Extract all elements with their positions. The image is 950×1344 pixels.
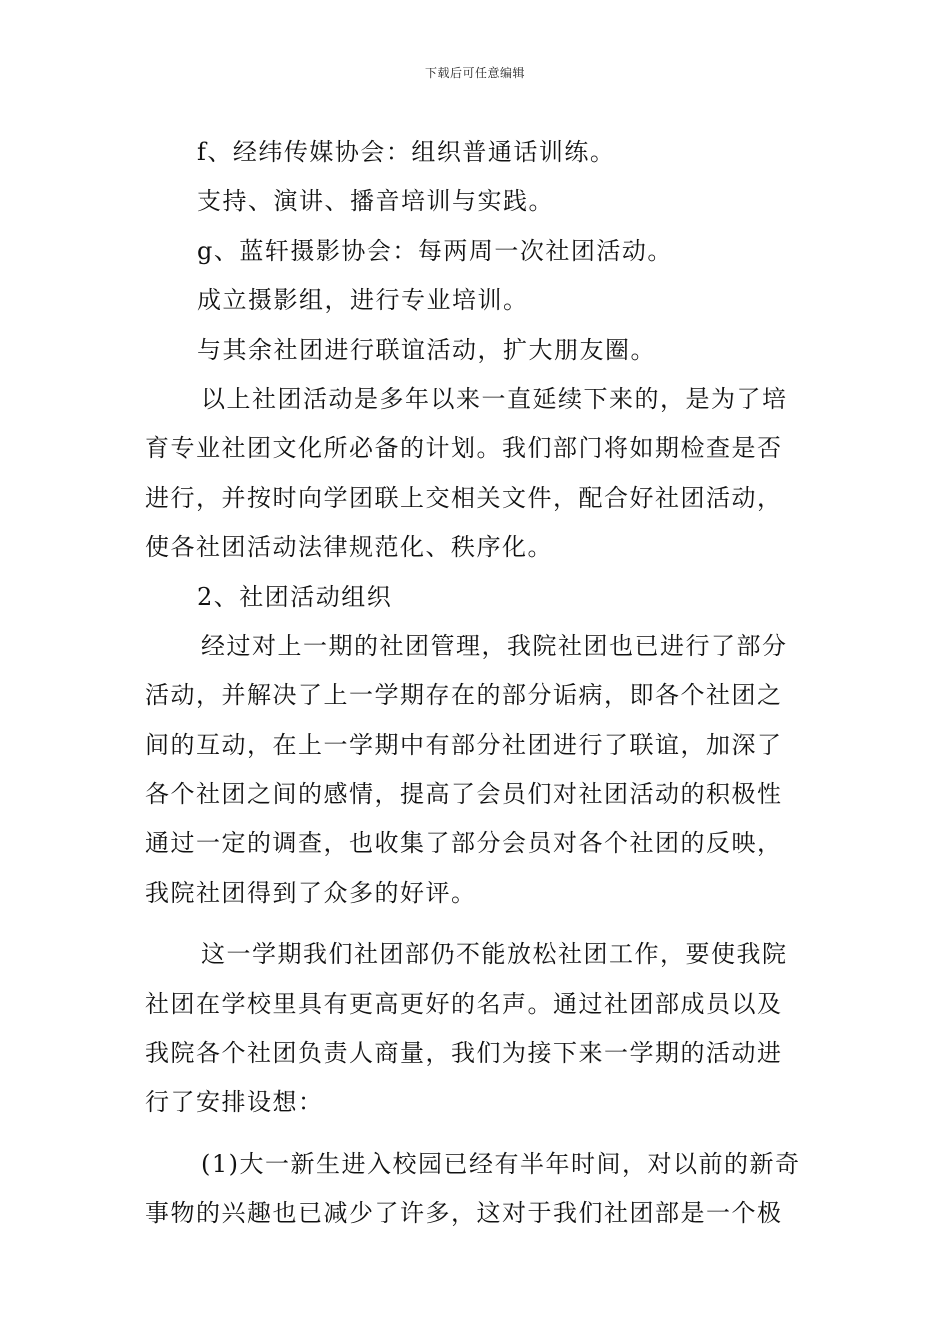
paragraph-line: 各个社团之间的感情，提高了会员们对社团活动的积极性 xyxy=(145,780,783,809)
page-header: 下载后可任意编辑 xyxy=(424,66,525,80)
text-line: f、经纬传媒协会：组织普通话训练。 xyxy=(197,138,616,166)
paragraph-line: 活动，并解决了上一学期存在的部分诟病，即各个社团之 xyxy=(145,681,783,710)
paragraph-gap xyxy=(145,1128,809,1140)
text-line: 与其余社团进行联谊活动，扩大朋友圈。 xyxy=(197,335,656,364)
document-body xyxy=(145,128,809,1239)
paragraph-gap xyxy=(145,918,809,930)
paragraph-line: 经过对上一期的社团管理，我院社团也已进行了部分 xyxy=(201,631,788,660)
paragraph-line: 以上社团活动是多年以来一直延续下来的，是为了培 xyxy=(201,384,788,413)
paragraph-line: 进行，并按时向学团联上交相关文件，配合好社团活动， xyxy=(145,483,783,512)
paragraph-line: 这一学期我们社团部仍不能放松社团工作，要使我院 xyxy=(201,940,788,969)
paragraph-line: 使各社团活动法律规范化、秩序化。 xyxy=(145,533,553,562)
paragraph-line: 我院各个社团负责人商量，我们为接下来一学期的活动进 xyxy=(145,1039,783,1068)
paragraph-line: 育专业社团文化所必备的计划。我们部门将如期检查是否 xyxy=(145,434,783,463)
paragraph-line: 我院社团得到了众多的好评。 xyxy=(145,878,477,907)
text-line: g、蓝轩摄影协会：每两周一次社团活动。 xyxy=(197,236,673,265)
text-line: 成立摄影组，进行专业培训。 xyxy=(197,286,529,315)
text-line: 支持、演讲、播音培训与实践。 xyxy=(197,187,554,216)
section-heading: 2、社团活动组织 xyxy=(197,582,393,611)
paragraph-line: 通过一定的调查，也收集了部分会员对各个社团的反映， xyxy=(145,829,783,858)
paragraph-line: (1)大一新生进入校园已经有半年时间，对以前的新奇 xyxy=(201,1149,801,1178)
paragraph-line: 事物的兴趣也已减少了许多，这对于我们社团部是一个极 xyxy=(145,1199,783,1228)
paragraph-line: 间的互动，在上一学期中有部分社团进行了联谊，加深了 xyxy=(145,730,783,759)
paragraph-line: 社团在学校里具有更高更好的名声。通过社团部成员以及 xyxy=(145,989,783,1018)
paragraph-line: 行了安排设想： xyxy=(145,1088,324,1117)
